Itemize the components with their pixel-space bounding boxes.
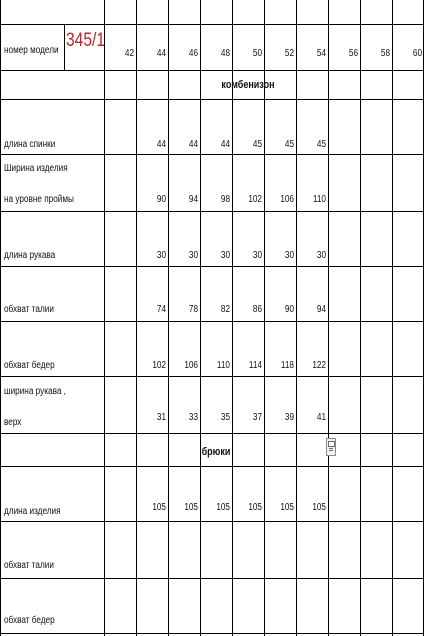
row-label: Ширина изделия — [4, 163, 68, 174]
column-line — [104, 0, 105, 636]
value-cell: 102 — [248, 194, 262, 205]
value-cell: 114 — [248, 360, 262, 371]
row-label: длина спинки — [4, 139, 56, 150]
value-cell: 105 — [312, 502, 326, 513]
row-line — [0, 211, 424, 212]
section-title-jumpsuit: комбенизон — [221, 79, 275, 91]
size-header: 42 — [124, 48, 134, 59]
row-label: на уровне проймы — [4, 194, 74, 205]
column-line — [360, 0, 361, 636]
row-label: обхват бедер — [4, 360, 55, 371]
size-header: 56 — [348, 48, 358, 59]
row-line — [0, 24, 424, 25]
size-header: 46 — [188, 48, 198, 59]
value-cell: 102 — [152, 360, 166, 371]
size-header: 50 — [252, 48, 262, 59]
section-title-trousers: брюки — [201, 446, 231, 458]
row-label: ширина рукава , — [4, 386, 66, 397]
row-label: верх — [4, 417, 22, 428]
value-cell: 105 — [280, 502, 294, 513]
value-cell: 44 — [156, 139, 166, 150]
column-line — [328, 0, 329, 636]
row-label: длина изделия — [4, 506, 61, 517]
column-line — [296, 0, 297, 636]
row-line — [0, 154, 424, 155]
model-number: 345/1 — [66, 30, 105, 51]
value-cell: 37 — [252, 412, 262, 423]
row-label: обхват бедер — [4, 615, 55, 626]
column-line — [392, 0, 393, 636]
value-cell: 122 — [312, 360, 326, 371]
column-line — [136, 0, 137, 636]
row-line — [0, 633, 424, 634]
value-cell: 110 — [216, 360, 230, 371]
value-cell: 105 — [248, 502, 262, 513]
value-cell: 98 — [220, 194, 230, 205]
value-cell: 44 — [220, 139, 230, 150]
value-cell: 118 — [280, 360, 294, 371]
value-cell: 74 — [156, 304, 166, 315]
clipboard-icon[interactable] — [326, 438, 336, 456]
column-line — [0, 0, 1, 636]
value-cell: 105 — [184, 502, 198, 513]
value-cell: 30 — [220, 250, 230, 261]
row-line — [0, 466, 424, 467]
row-line — [0, 266, 424, 267]
value-cell: 90 — [156, 194, 166, 205]
row-label: обхват талии — [4, 304, 54, 315]
value-cell: 30 — [188, 250, 198, 261]
size-header: 44 — [156, 48, 166, 59]
value-cell: 105 — [216, 502, 230, 513]
column-line — [264, 0, 265, 636]
value-cell: 30 — [316, 250, 326, 261]
row-line — [0, 578, 424, 579]
column-line — [64, 24, 65, 70]
row-line — [0, 376, 424, 377]
value-cell: 31 — [156, 412, 166, 423]
row-line — [0, 433, 424, 434]
value-cell: 30 — [252, 250, 262, 261]
row-label: обхват талии — [4, 560, 54, 571]
header-label: номер модели — [4, 45, 59, 56]
value-cell: 35 — [220, 412, 230, 423]
value-cell: 106 — [184, 360, 198, 371]
value-cell: 39 — [284, 412, 294, 423]
value-cell: 45 — [284, 139, 294, 150]
size-header: 60 — [412, 48, 422, 59]
value-cell: 45 — [252, 139, 262, 150]
value-cell: 45 — [316, 139, 326, 150]
column-line — [200, 0, 201, 636]
value-cell: 78 — [188, 304, 198, 315]
column-line — [168, 0, 169, 636]
value-cell: 44 — [188, 139, 198, 150]
value-cell: 94 — [188, 194, 198, 205]
row-label: длина рукава — [4, 250, 56, 261]
value-cell: 82 — [220, 304, 230, 315]
size-header: 48 — [220, 48, 230, 59]
value-cell: 105 — [152, 502, 166, 513]
column-line — [232, 0, 233, 636]
row-line — [0, 70, 424, 71]
row-line — [0, 321, 424, 322]
size-header: 54 — [316, 48, 326, 59]
value-cell: 30 — [156, 250, 166, 261]
value-cell: 106 — [280, 194, 294, 205]
row-line — [0, 99, 424, 100]
value-cell: 90 — [284, 304, 294, 315]
size-header: 58 — [380, 48, 390, 59]
value-cell: 33 — [188, 412, 198, 423]
value-cell: 110 — [312, 194, 326, 205]
row-line — [0, 521, 424, 522]
value-cell: 41 — [316, 412, 326, 423]
value-cell: 86 — [252, 304, 262, 315]
value-cell: 94 — [316, 304, 326, 315]
value-cell: 30 — [284, 250, 294, 261]
size-header: 52 — [284, 48, 294, 59]
